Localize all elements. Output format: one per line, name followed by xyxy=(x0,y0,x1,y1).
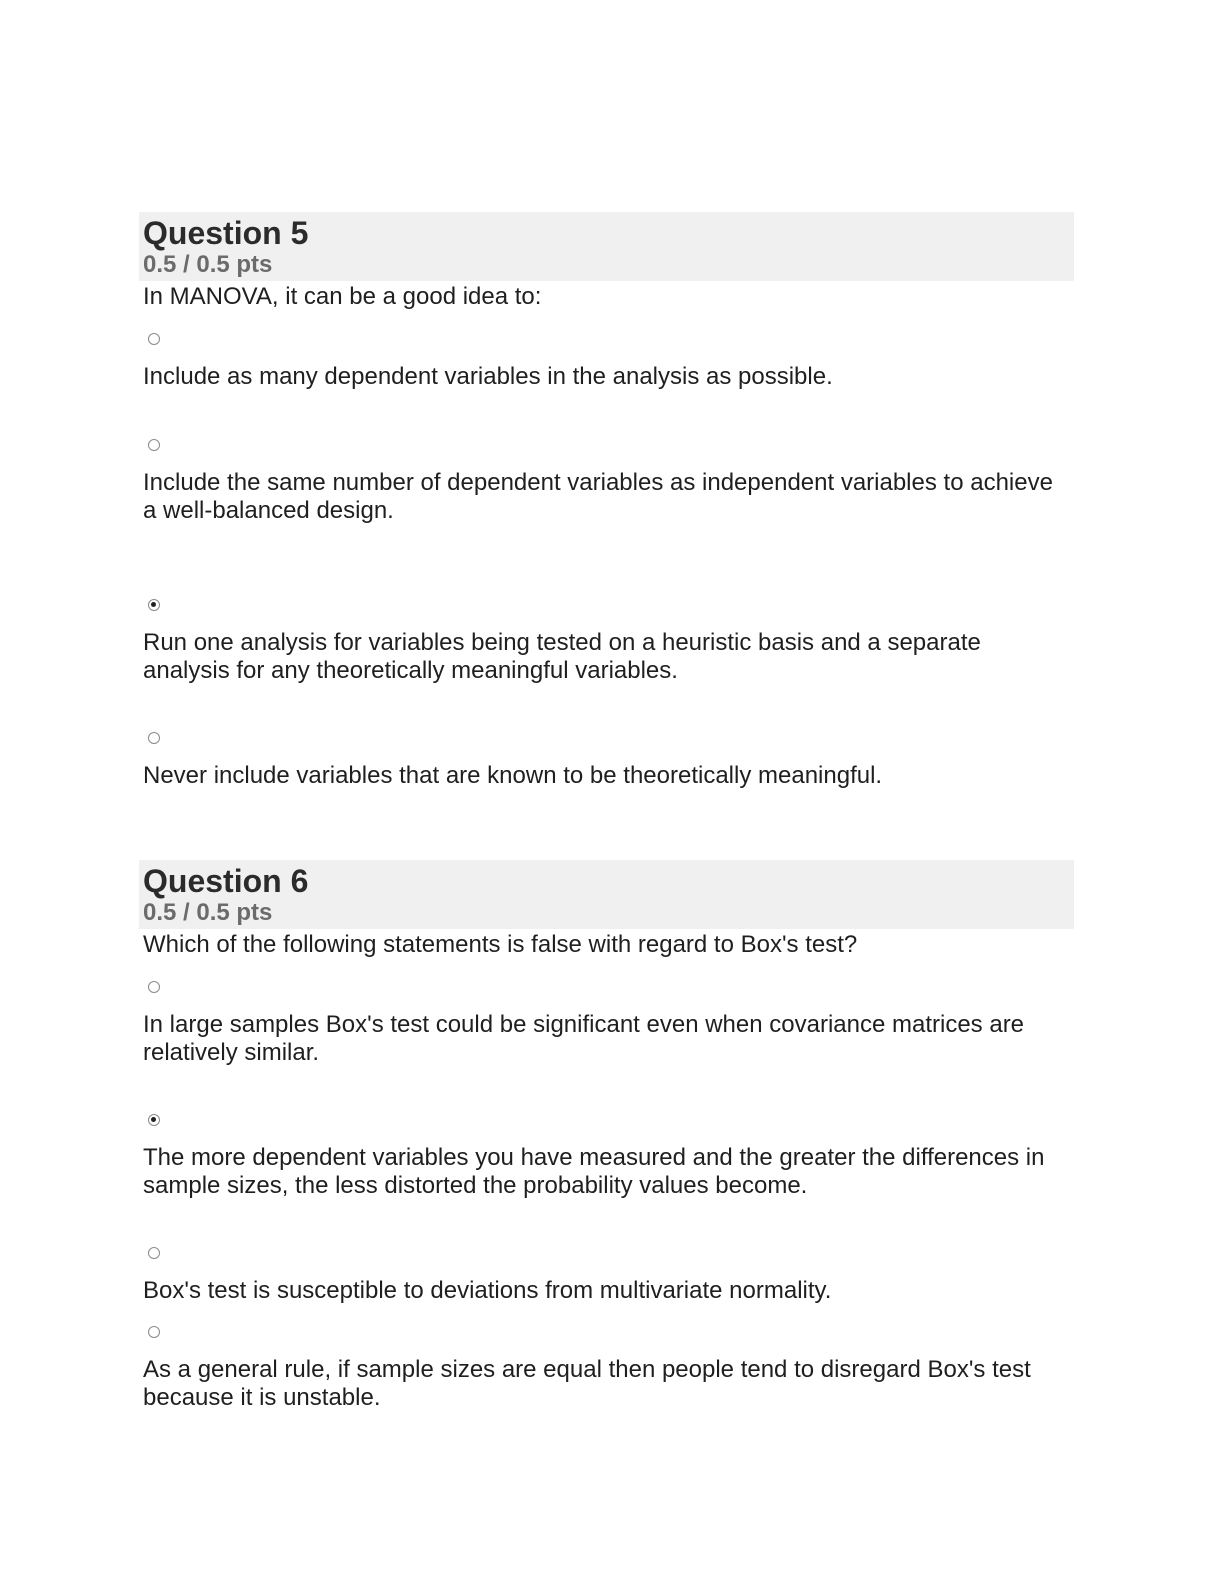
question-6 xyxy=(139,860,1074,1411)
question-header xyxy=(139,212,1074,281)
radio-button[interactable] xyxy=(148,333,160,345)
answer-text: Include as many dependent variables in the analysis as possible. xyxy=(143,363,833,390)
question-points: 0.5 / 0.5 pts xyxy=(143,899,273,926)
answer-text: Include the same number of dependent variables as independent variables to achieve a well-balanced design. xyxy=(143,469,1053,524)
answer-text: Run one analysis for variables being tested on a heuristic basis and a separate analysis for any theoretically meaningful variables. xyxy=(143,629,981,684)
radio-button[interactable] xyxy=(148,599,160,611)
question-5 xyxy=(139,212,1074,789)
question-prompt: In MANOVA, it can be a good idea to: xyxy=(143,283,542,310)
radio-button[interactable] xyxy=(148,732,160,744)
question-title: Question 6 xyxy=(143,863,309,899)
answer-text: Box's test is susceptible to deviations from multivariate normality. xyxy=(143,1277,832,1304)
answer-text: Never include variables that are known to be theoretically meaningful. xyxy=(143,762,883,789)
radio-button[interactable] xyxy=(148,981,160,993)
answer-text: In large samples Box's test could be significant even when covariance matrices are relatively similar. xyxy=(143,1011,1025,1066)
question-title: Question 5 xyxy=(143,215,309,251)
radio-button[interactable] xyxy=(148,1114,160,1126)
radio-button[interactable] xyxy=(148,1326,160,1338)
answer-text: As a general rule, if sample sizes are equal then people tend to disregard Box's test because it is unstable. xyxy=(143,1356,1031,1411)
radio-button[interactable] xyxy=(148,439,160,451)
answer-text: The more dependent variables you have measured and the greater the differences in sample sizes, the less distorted the probability values become. xyxy=(143,1144,1045,1199)
question-points: 0.5 / 0.5 pts xyxy=(143,251,273,278)
question-prompt: Which of the following statements is false with regard to Box's test? xyxy=(143,931,858,958)
question-header xyxy=(139,860,1074,929)
radio-button[interactable] xyxy=(148,1247,160,1259)
